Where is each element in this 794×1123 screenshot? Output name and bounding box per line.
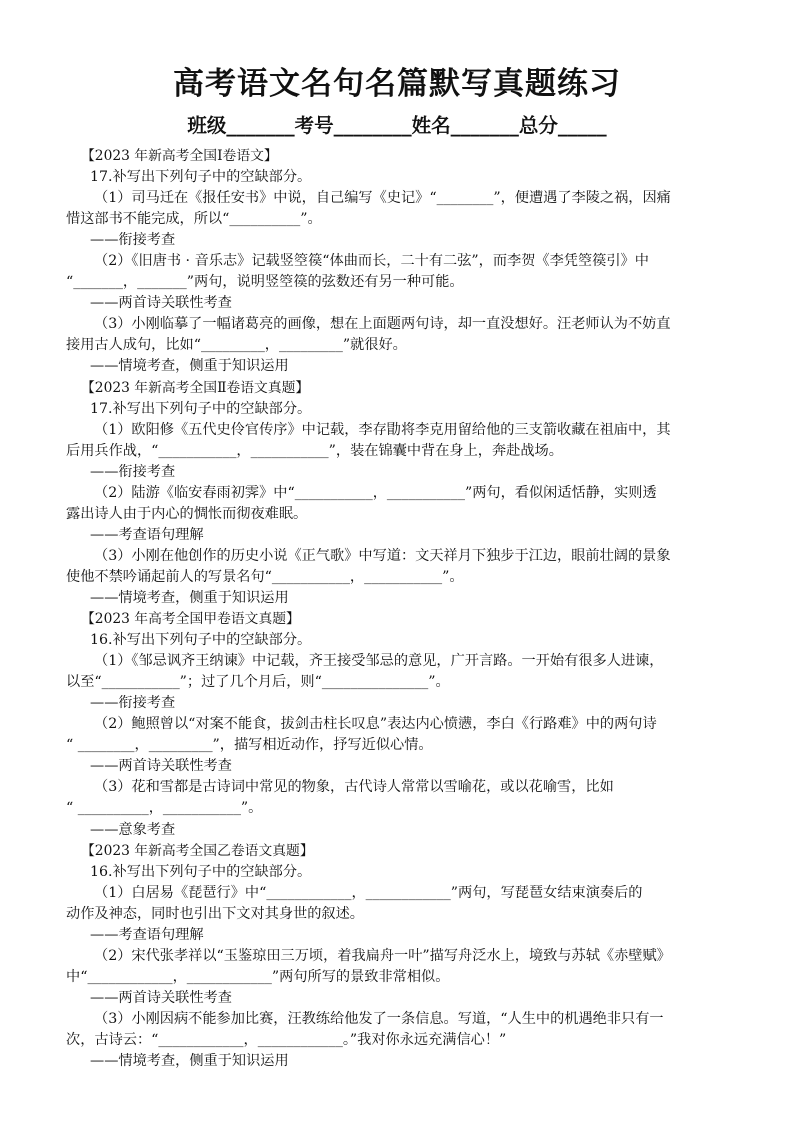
text-line: 动作及神态，同时也引出下文对其身世的叙述。 [66,905,364,922]
text-line: “ ________，_________”，描写相近动作，抒写近似心情。 [66,737,433,754]
section-heading: 【2023 年新高考全国Ⅱ卷语文真题】 [81,379,310,396]
text-line: （1）欧阳修《五代史伶官传序》中记载，李存勖将李克用留给他的三支箭收藏在祖庙中，其 [94,421,671,438]
section-heading: 【2023 年新高考全国乙卷语文真题】 [81,842,314,859]
text-line: ——考查语句理解 [90,926,204,943]
section-heading: 【2023 年新高考全国Ⅰ卷语文】 [81,148,278,164]
page-title: 高考语文名句名篇默写真题练习 [173,66,621,102]
text-line: 后用兵作战，“___________，___________”，装在锦囊中背在身上，奔赴战场。 [66,442,563,459]
text-line: 使他不禁吟诵起前人的写景名句“___________，___________”。 [66,568,464,585]
text-line: ——考查语句理解 [90,526,204,543]
text-line: 露出诗人由于内心的惆怅而彻夜难眠。 [66,505,308,522]
text-line: （2）陆游《临安春雨初霁》中“___________，___________”两句，看似闲适恬静，实则透 [94,484,657,501]
text-line: 17.补写出下列句子中的空缺部分。 [90,400,312,417]
text-line: ——衔接考查 [90,463,176,480]
text-line: 中“____________，____________”两句所写的景致非常相似。 [66,968,450,985]
text-line: 次，古诗云：“____________，____________。”我对你永远充满信心！” [66,1031,507,1048]
text-line: （2）《旧唐书 · 音乐志》记载竖箜篌“体曲而长，二十有二弦”，而李贺《李凭箜篌引》中 [94,253,649,270]
text-line: ——衔接考查 [90,695,176,712]
text-line: ——衔接考查 [90,232,176,249]
text-line: 17.补写出下列句子中的空缺部分。 [90,169,312,186]
text-line: ——两首诗关联性考查 [90,989,232,1006]
text-line: （2）宋代张孝祥以“玉鉴琼田三万顷，着我扁舟一叶”描写舟泛水上，境致与苏轼《赤壁赋》 [94,947,671,964]
text-line: ——情境考查，侧重于知识运用 [90,589,289,606]
text-line: ——两首诗关联性考查 [90,758,232,775]
text-line: （1）白居易《琵琶行》中“____________，____________”两句，写琵琶女结束演奏后的 [94,884,643,901]
text-line: （1）司马迁在《报任安书》中说，自己编写《史记》“________”，便遭遇了李陵之祸，因痛 [94,190,671,207]
section-heading: 【2023 年高考全国甲卷语文真题】 [81,611,300,628]
text-line: （3）小刚在他创作的历史小说《正气歌》中写道：文天祥月下独步于江边，眼前壮阔的景象 [94,547,671,564]
text-line: “ __________，___________”。 [66,800,263,817]
text-line: ——情境考查，侧重于知识运用 [90,358,289,375]
text-line: 16.补写出下列句子中的空缺部分。 [90,632,312,649]
text-line: ——两首诗关联性考查 [90,295,232,312]
text-line: 接用古人成句，比如“_________，_________”就很好。 [66,337,407,354]
text-line: 以至“___________”；过了几个月后，则“_______________”。 [66,674,450,691]
text-line: ——情境考查，侧重于知识运用 [90,1053,289,1070]
text-line: ——意象考查 [90,821,176,838]
text-line: （1）《邹忌讽齐王纳谏》中记载，齐王接受邹忌的意见，广开言路。一开始有很多人进谏， [94,653,664,670]
text-line: （3）小刚因病不能参加比赛，汪教练给他发了一条信息。写道，“人生中的机遇绝非只有一 [94,1010,664,1027]
exercise-content [66,146,738,1072]
text-line: 16.补写出下列句子中的空缺部分。 [90,863,312,880]
text-line: “_______，_______”两句，说明竖箜篌的弦数还有另一种可能。 [66,274,464,291]
text-line: （2）鲍照曾以“对案不能食，拔剑击柱长叹息”表达内心愤懑，李白《行路难》中的两句诗 [94,716,657,733]
text-line: 惜这部书不能完成，所以“__________”。 [66,211,322,228]
text-line: （3）小刚临摹了一幅诸葛亮的画像，想在上面题两句诗，却一直没想好。汪老师认为不妨直 [94,316,671,333]
text-line: （3）花和雪都是古诗词中常见的物象，古代诗人常常以雪喻花，或以花喻雪，比如 [94,779,614,796]
student-info-line: 班级_______考号________姓名_______总分_____ [187,114,607,137]
